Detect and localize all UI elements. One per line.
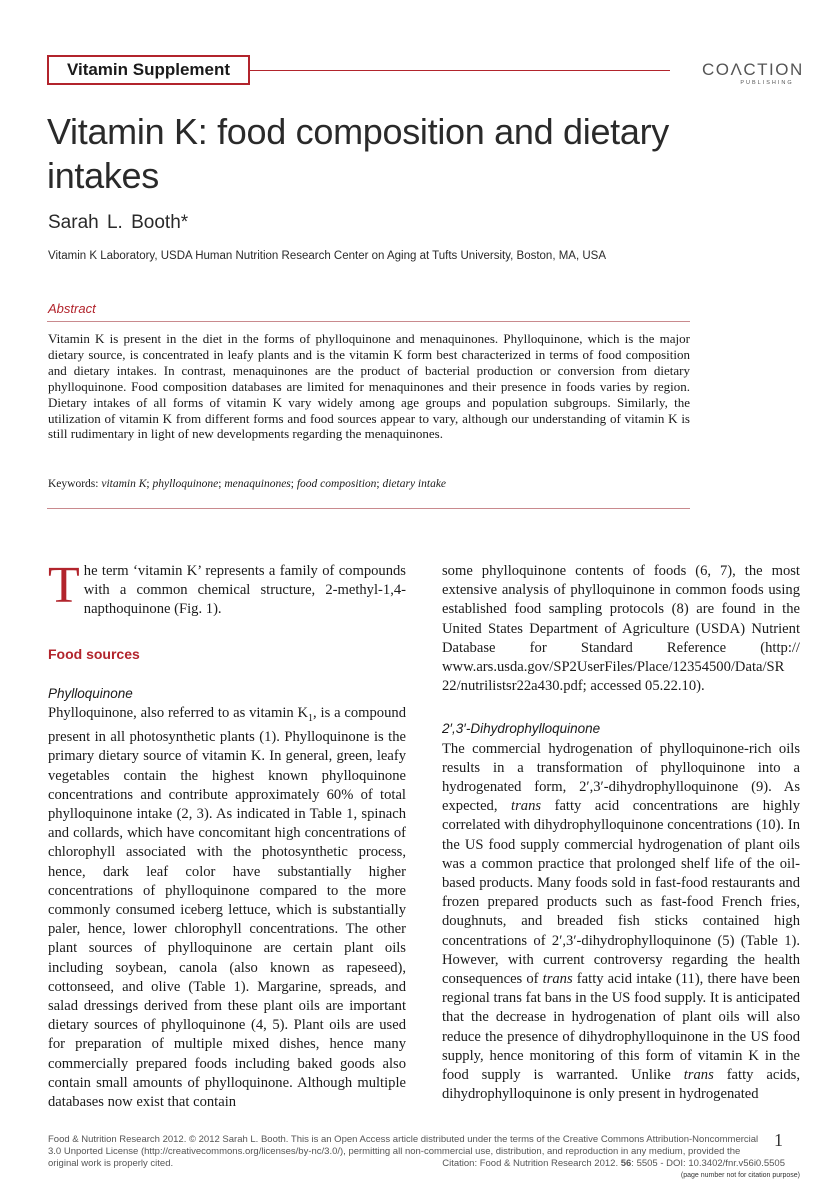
- paragraph-text: , is a compound present in all photosynthetic plants (1). Phylloquinone is the primary dietary source of vitamin K. In general, green, leafy vegetables contain the highest known phylloquinone concentrations and contribute approximately 60% of total phylloquinone intake (2, 3). As indicated in Table 1, spinach and collards, which have concomitant high concentrations of chlorophyll associated with the photosynthetic process, hence, dark leaf color have substantially higher concentrations of phylloquinone compared to the more commonly consumed iceberg lettuce, which is substantially paler, hence, lower chlorophyll concentrations. The other plant sources of phylloquinone are certain plant oils including soybean, canola (also known as rapeseed), cottonseed, and olive (Table 1). Margarine, spreads, and salad dressings derived from these plant oils are important dietary sources of phylloquinone (4, 5). Plant oils are used for preparation of multiple mixed dishes, hence many commercially prepared foods including baked goods also contain small amounts of phylloquinone. Although multiple databases now exist that contain: [48, 705, 406, 1110]
- citation-text: : 5505 - DOI: 10.3402/fnr.v56i0.5505: [631, 1158, 785, 1169]
- body-column-left: [48, 557, 406, 1112]
- subsection-heading-dihydrophylloquinone: 2′,3′-Dihydrophylloquinone: [442, 721, 601, 737]
- footer-citation: [420, 1158, 785, 1170]
- dihydrophylloquinone-paragraph: [442, 740, 800, 1105]
- author-affiliation: Vitamin K Laboratory, USDA Human Nutrition Research Center on Aging at Tufts University, Boston, MA, USA: [48, 250, 606, 262]
- paragraph-text: fatty acids, dihydrophylloquinone is only present in hydrogenated: [442, 1067, 800, 1103]
- citation-text: Citation: Food & Nutrition Research 2012.: [442, 1158, 621, 1169]
- page-number-note: (page number not for citation purpose): [680, 1172, 800, 1179]
- italic-term: trans: [683, 1067, 714, 1084]
- abstract-top-rule: [47, 321, 690, 322]
- phylloquinone-paragraph: [48, 704, 406, 1112]
- italic-term: trans: [542, 971, 573, 988]
- abstract-text: Vitamin K is present in the diet in the forms of phylloquinone and menaquinones. Phylloquinone, which is the major dietary source, is concentrated in leafy plants and is the vitamin K form best characterized in terms of food composition and dietary intakes. In contrast, menaquinones are the product of bacterial production or conversion from dietary phylloquinone. Food composition databases are limited for menaquinones and their presence in foods varies by region. Dietary intakes of all forms of vitamin K vary widely among age groups and population subgroups. Similarly, the utilization of vitamin K from different forms and food sources appear to vary, although our understanding of vitamin K is still rudimentary in light of new developments regarding the menaquinones.: [48, 331, 690, 442]
- abstract-bottom-rule: [47, 508, 690, 509]
- footer-license: Food & Nutrition Research 2012. © 2012 Sarah L. Booth. This is an Open Access article distributed under the terms of the Creative Commons Attribution-Noncommercial 3.0 Unported License (http://creativecommons.org/licenses/by-nc/3.0/), permitting all non-commercial use, distribution, and reproduction in any medium, provided the original work is properly cited.: [48, 1134, 759, 1169]
- paragraph-text: fatty acid intake (11), there have been regional trans fat bans in the US food supply. It is anticipated that the decrease in hydrogenation of plant oils will also reduce the presence of dihydrophylloquinone in the US food supply, hence monitoring of this form of vitamin K in the food supply is warranted. Unlike: [442, 971, 800, 1084]
- keyword: menaquinones: [224, 478, 291, 490]
- intro-paragraph: [48, 557, 406, 620]
- logo-subtext: PUBLISHING: [740, 80, 794, 86]
- article-title: Vitamin K: food composition and dietary intakes: [47, 111, 669, 196]
- body-column-right: [442, 562, 800, 1104]
- logo-wordmark: COΛCTION: [702, 60, 804, 79]
- keyword: food composition: [296, 478, 377, 490]
- keywords-label: Keywords:: [48, 478, 99, 490]
- intro-text: he term ‘vitamin K’ represents a family of compounds with a common chemical structure, 2-methyl-1,4-napthoquinone (Fig. 1).: [83, 563, 406, 618]
- abstract-heading: Abstract: [48, 301, 96, 316]
- drop-cap: T: [48, 557, 80, 614]
- section-heading-food-sources: Food sources: [48, 645, 140, 662]
- publisher-logo: [702, 60, 802, 90]
- keyword: phylloquinone: [152, 478, 219, 490]
- subsection-heading-phylloquinone: Phylloquinone: [48, 685, 133, 701]
- section-label: Vitamin Supplement: [66, 60, 231, 79]
- keyword: dietary intake: [382, 478, 447, 490]
- citation-volume: 56: [620, 1158, 632, 1169]
- databases-paragraph: some phylloquinone contents of foods (6, 7), the most extensive analysis of phylloquinone in common foods using established food sampling protocols (8) are found in the United States Department of Agriculture (USDA) Nutrient Database for Standard Reference (http:// www.ars.usda.gov/SP2UserFiles/Place/12354500/Data/SR 22/nutrilistsr22a430.pdf; accessed 05.22.10).: [442, 563, 800, 695]
- paragraph-text: The commercial hydrogenation of phylloquinone-rich oils results in a transformation of phylloquinone into a hydrogenated form, 2′,3′-dihydrophylloquinone (9). As expected,: [442, 740, 800, 815]
- article-author: Sarah L. Booth*: [48, 212, 189, 233]
- header-rule: [250, 70, 670, 71]
- paragraph-text: Phylloquinone, also referred to as vitamin K: [48, 705, 309, 722]
- page-number: 1: [774, 1130, 783, 1150]
- paragraph-text: fatty acid concentrations are highly correlated with dihydrophylloquinone concentrations (10). In the US food supply commercial hydrogenation of plant oils was a common practice that prolonged shelf life of the oil-based products. Many foods sold in fast-food restaurants and frozen prepared products such as fast-food French fries, doughnuts, and breaded fish sticks contained high concentrations of 2′,3′-dihydrophylloquinone (5) (Table 1). However, with current controversy regarding the health consequences of: [442, 798, 800, 988]
- keyword: vitamin K: [101, 478, 147, 490]
- section-label-box: [47, 55, 250, 85]
- subscript: 1: [308, 712, 314, 724]
- keywords: Keywords: vitamin K; phylloquinone; menaquinones; food composition; dietary intake: [48, 478, 447, 490]
- italic-term: trans: [511, 798, 542, 815]
